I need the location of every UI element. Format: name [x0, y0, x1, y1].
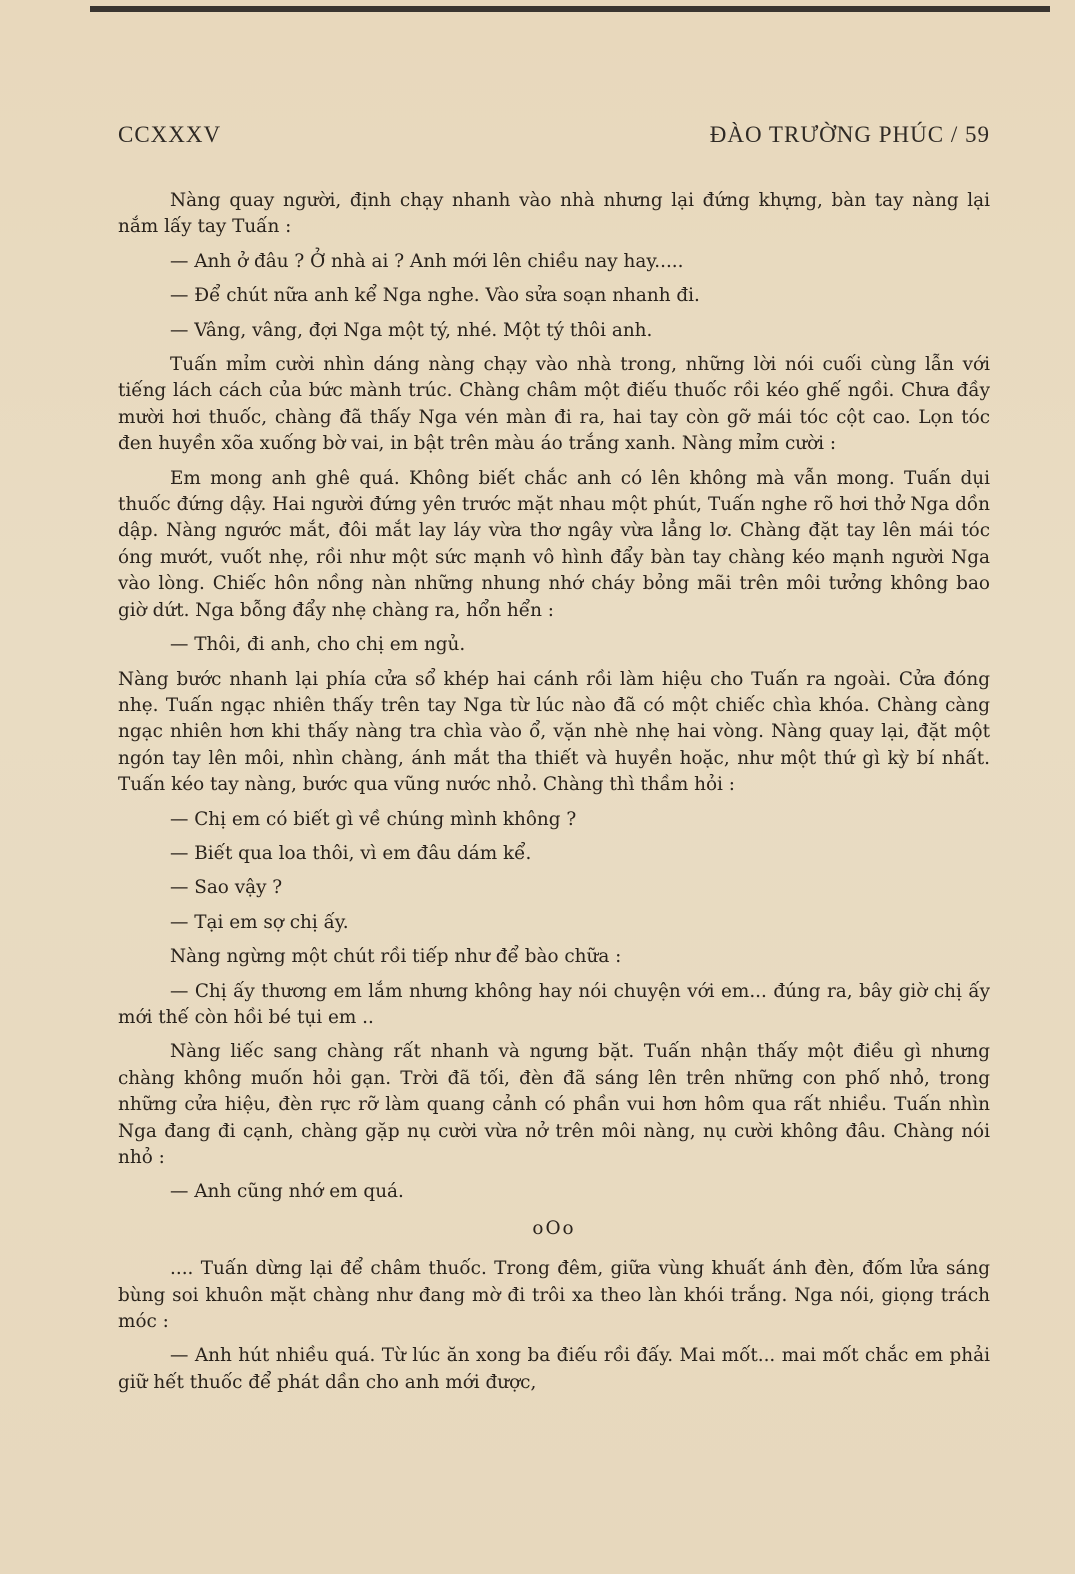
paragraph: Nàng ngừng một chút rồi tiếp như để bào chữa : [170, 946, 622, 968]
dialogue-line: — Vâng, vâng, đợi Nga một tý, nhé. Một tý thôi anh. [170, 319, 653, 341]
dialogue-line: — Thôi, đi anh, cho chị em ngủ. [170, 634, 466, 656]
dialogue-line: — Anh cũng nhớ em quá. [170, 1181, 404, 1203]
paragraph: Nàng liếc sang chàng rất nhanh và ngưng bặt. Tuấn nhận thấy một điều gì nhưng chàng không muốn hỏi gạn. Trời đã tối, đèn đã sáng lên trên những con phố nhỏ, trong những cửa hiệu, đèn rực rỡ làm quang cảnh có phần vui hơn hôm qua rất nhiều. Tuấn nhìn Nga đang đi cạnh, chàng gặp nụ cười vừa nở trên môi nàng, nụ cười không đâu. Chàng nói nhỏ : [118, 1041, 990, 1168]
top-rule [90, 6, 1050, 12]
page-header [118, 122, 990, 152]
dialogue-line: — Anh ở đâu ? Ở nhà ai ? Anh mới lên chiều nay hay..... [170, 250, 684, 272]
dialogue-line: — Để chút nữa anh kể Nga nghe. Vào sửa soạn nhanh đi. [170, 285, 700, 307]
paragraph: .... Tuấn dừng lại để châm thuốc. Trong đêm, giữa vùng khuất ánh đèn, đốm lửa sáng bùng soi khuôn mặt chàng như đang mờ đi trôi xa theo làn khói trắng. Nga nói, giọng trách móc : [118, 1258, 990, 1333]
paragraph: Nàng quay người, định chạy nhanh vào nhà nhưng lại đứng khựng, bàn tay nàng lại nắm lấy tay Tuấn : [118, 190, 990, 238]
author-page-number: ĐÀO TRƯỜNG PHÚC / 59 [709, 122, 990, 147]
paragraph: Tuấn mỉm cười nhìn dáng nàng chạy vào nhà trong, những lời nói cuối cùng lẫn với tiếng lách cách của bức mành trúc. Chàng châm một điếu thuốc rồi kéo ghế ngồi. Chưa đầy mười hơi thuốc, chàng đã thấy Nga vén màn đi ra, hai tay còn gỡ mái tóc cột cao. Lọn tóc đen huyền xõa xuống bờ vai, in bật trên màu áo trắng xanh. Nàng mỉm cười : [118, 354, 990, 455]
paragraph: — Anh hút nhiều quá. Từ lúc ăn xong ba điếu rồi đấy. Mai mốt... mai mốt chắc em phải giữ hết thuốc để phát dần cho anh mới được, [118, 1345, 990, 1393]
section-separator: oOo [532, 1217, 576, 1239]
body-text [118, 188, 990, 1404]
dialogue-line: — Chị em có biết gì về chúng mình không ? [170, 808, 577, 830]
paragraph: — Chị ấy thương em lắm nhưng không hay nói chuyện với em... đúng ra, bây giờ chị ấy mới thế còn hồi bé tụi em .. [118, 980, 990, 1028]
chapter-number: CCXXXV [118, 122, 222, 147]
dialogue-line: — Sao vậy ? [170, 877, 283, 899]
paragraph: Nàng bước nhanh lại phía cửa sổ khép hai cánh rồi làm hiệu cho Tuấn ra ngoài. Cửa đóng nhẹ. Tuấn ngạc nhiên thấy trên tay Nga từ lúc nào đã có một chiếc chìa khóa. Chàng càng ngạc nhiên hơn khi thấy nàng tra chìa vào ổ, vặn nhè nhẹ hai vòng. Nàng quay lại, đặt một ngón tay lên môi, nhìn chàng, ánh mắt tha thiết và huyền hoặc, như một thứ gì kỳ bí nhất. Tuấn kéo tay nàng, bước qua vũng nước nhỏ. Chàng thì thầm hỏi : [118, 668, 990, 796]
dialogue-line: — Tại em sợ chị ấy. [170, 911, 349, 933]
paragraph: Em mong anh ghê quá. Không biết chắc anh có lên không mà vẫn mong. Tuấn dụi thuốc đứng dậy. Hai người đứng yên trước mặt nhau một phút, Tuấn nghe rõ hơi thở Nga dồn dập. Nàng ngước mắt, đôi mắt lay láy vừa thơ ngây vừa lẳng lơ. Chàng đặt tay lên mái tóc óng mướt, vuốt nhẹ, rồi như một sức mạnh vô hình đẩy bàn tay chàng kéo mạnh người Nga vào lòng. Chiếc hôn nồng nàn những nhung nhớ cháy bỏng mãi trên môi tưởng không bao giờ dứt. Nga bỗng đẩy nhẹ chàng ra, hổn hển : [118, 467, 990, 621]
dialogue-line: — Biết qua loa thôi, vì em đâu dám kể. [170, 842, 532, 864]
